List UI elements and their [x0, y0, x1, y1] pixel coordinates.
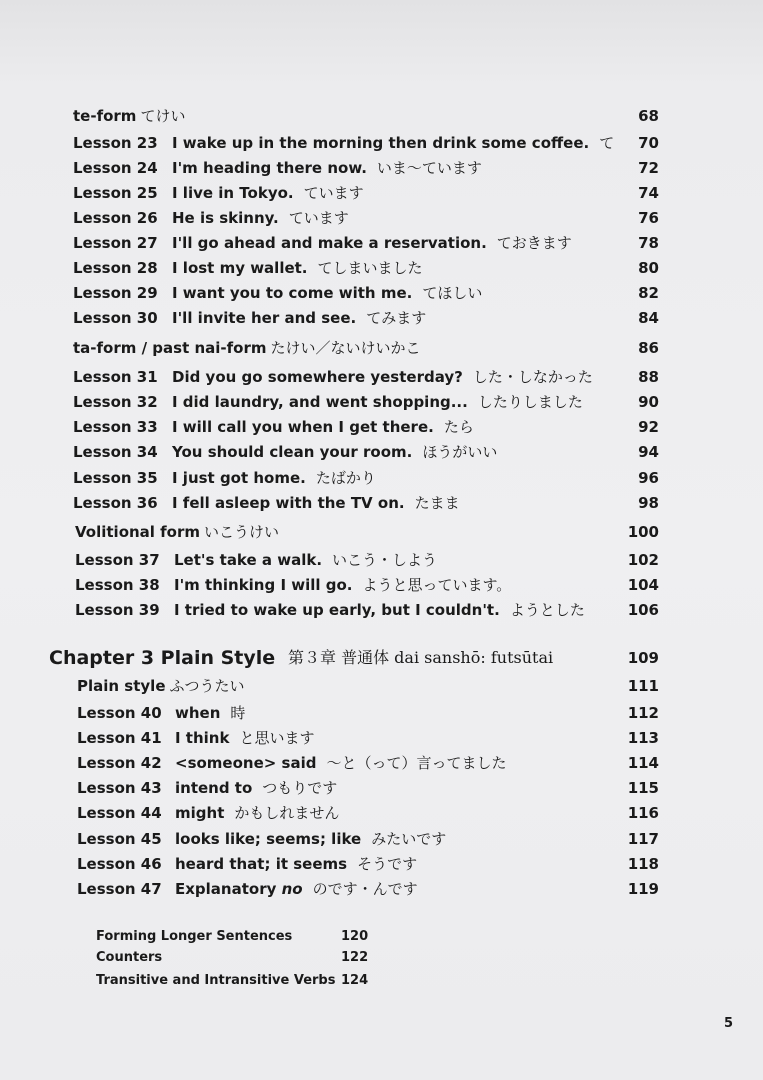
lesson-title: I fell asleep with the TV on. [172, 494, 405, 512]
lesson-title: looks like; seems; like [175, 830, 362, 848]
lesson-number: Lesson 36 [73, 494, 158, 512]
page-number: 112 [627, 704, 659, 722]
appendix-label: Forming Longer Sentences [96, 929, 293, 944]
lesson-title: I live in Tokyo. [172, 184, 294, 202]
lesson-number: Lesson 46 [77, 855, 162, 873]
toc-appendix-row [0, 927, 763, 947]
lesson-title: I did laundry, and went shopping... [172, 393, 468, 411]
toc-lesson-row [0, 726, 763, 750]
page-number: 84 [638, 309, 659, 327]
lesson-title: I'll invite her and see. [172, 309, 357, 327]
chapter-jp: 第３章 普通体 dai sanshō: futsūtai [288, 648, 554, 667]
lesson-number: Lesson 35 [73, 469, 158, 487]
section-jp: いこうけい [204, 523, 280, 541]
page-number: 100 [627, 523, 659, 541]
page-number: 102 [627, 551, 659, 569]
section-label: te-form [73, 107, 137, 125]
page-number: 90 [638, 393, 659, 411]
toc-appendix-row [0, 948, 763, 968]
lesson-title-italic: no [281, 880, 303, 898]
lesson-jp: たばかり [315, 469, 376, 487]
page-number: 98 [638, 494, 659, 512]
lesson-number: Lesson 45 [77, 830, 162, 848]
page-number: 111 [627, 677, 659, 695]
toc-lesson-row [0, 181, 763, 205]
lesson-number: Lesson 28 [73, 259, 158, 277]
page-number: 104 [627, 576, 659, 594]
page-number: 68 [638, 107, 659, 125]
appendix-label: Transitive and Intransitive Verbs [96, 973, 336, 988]
toc-lesson-row [0, 751, 763, 775]
lesson-number: Lesson 24 [73, 159, 158, 177]
lesson-number: Lesson 39 [75, 601, 160, 619]
lesson-number: Lesson 26 [73, 209, 158, 227]
lesson-number: Lesson 47 [77, 880, 162, 898]
lesson-jp: ようと思っています。 [362, 576, 512, 594]
page-number: 120 [341, 929, 369, 944]
toc-section-header [0, 674, 763, 698]
lesson-title: I will call you when I get there. [172, 418, 434, 436]
lesson-jp: てしまいました [317, 259, 423, 277]
lesson-jp: ておきます [496, 234, 572, 252]
lesson-title: <someone> said [175, 754, 317, 772]
lesson-jp: した・しなかった [472, 368, 593, 386]
toc-lesson-row [0, 573, 763, 597]
lesson-title: Did you go somewhere yesterday? [172, 368, 463, 386]
lesson-number: Lesson 32 [73, 393, 158, 411]
lesson-title: I'll go ahead and make a reservation. [172, 234, 487, 252]
toc-lesson-row [0, 281, 763, 305]
lesson-jp: ほうがいい [422, 443, 498, 461]
lesson-jp: みたいです [371, 830, 447, 848]
lesson-number: Lesson 25 [73, 184, 158, 202]
lesson-title: I just got home. [172, 469, 306, 487]
lesson-title: Let's take a walk. [174, 551, 323, 569]
toc-lesson-row [0, 701, 763, 725]
section-label: ta-form / past nai-form [73, 339, 267, 357]
lesson-jp: 〜と（って）言ってました [326, 754, 507, 772]
lesson-title: I'm heading there now. [172, 159, 367, 177]
toc-lesson-row [0, 206, 763, 230]
toc-lesson-row [0, 256, 763, 280]
page-number: 88 [638, 368, 659, 386]
page-number: 96 [638, 469, 659, 487]
toc-lesson-row [0, 390, 763, 414]
lesson-number: Lesson 44 [77, 804, 162, 822]
page-number: 115 [627, 779, 659, 797]
page-number: 94 [638, 443, 659, 461]
lesson-title: heard that; it seems [175, 855, 348, 873]
toc-section-header [0, 336, 763, 360]
lesson-title: might [175, 804, 225, 822]
page-number: 74 [638, 184, 659, 202]
lesson-jp: そうです [357, 855, 418, 873]
lesson-jp: 時 [230, 704, 246, 722]
lesson-jp: と思います [239, 729, 315, 747]
lesson-number: Lesson 37 [75, 551, 160, 569]
section-jp: たけい／ないけいかこ [270, 339, 421, 357]
lesson-number: Lesson 42 [77, 754, 162, 772]
toc-lesson-row [0, 548, 763, 572]
lesson-title: He is skinny. [172, 209, 279, 227]
lesson-jp: のです・んです [312, 880, 418, 898]
toc-section-header [0, 520, 763, 544]
toc-lesson-row [0, 306, 763, 330]
lesson-title: I wake up in the morning then drink some coffee. [172, 134, 590, 152]
toc-lesson-row [0, 801, 763, 825]
page-number: 72 [638, 159, 659, 177]
page-number: 122 [341, 950, 369, 965]
lesson-jp: て [599, 134, 615, 152]
lesson-jp: たら [443, 418, 474, 436]
toc-lesson-row [0, 156, 763, 180]
section-jp: ふつうたい [169, 677, 245, 695]
lesson-number: Lesson 31 [73, 368, 158, 386]
toc-lesson-row [0, 852, 763, 876]
lesson-number: Lesson 41 [77, 729, 162, 747]
toc-lesson-row [0, 415, 763, 439]
lesson-number: Lesson 38 [75, 576, 160, 594]
toc-lesson-row [0, 827, 763, 851]
lesson-jp: ています [303, 184, 364, 202]
toc-appendix-row [0, 971, 763, 991]
page-number: 82 [638, 284, 659, 302]
lesson-jp: いこう・しよう [332, 551, 438, 569]
lesson-number: Lesson 40 [77, 704, 162, 722]
toc-lesson-row [0, 466, 763, 490]
page-number: 114 [627, 754, 659, 772]
folio-page-number: 5 [723, 1016, 733, 1031]
toc-lesson-row [0, 776, 763, 800]
appendix-label: Counters [96, 950, 163, 965]
page-number: 70 [638, 134, 659, 152]
lesson-jp: ています [288, 209, 349, 227]
lesson-title: I lost my wallet. [172, 259, 308, 277]
page-number: 92 [638, 418, 659, 436]
toc-lesson-row [0, 877, 763, 901]
lesson-title: I tried to wake up early, but I couldn't. [174, 601, 500, 619]
lesson-title: Explanatory [175, 880, 277, 898]
page-number: 86 [638, 339, 659, 357]
section-jp: てけい [140, 107, 186, 125]
page-number: 119 [627, 880, 659, 898]
toc-lesson-row [0, 131, 763, 155]
page-number: 78 [638, 234, 659, 252]
page-number: 109 [627, 649, 659, 667]
page-number: 80 [638, 259, 659, 277]
lesson-number: Lesson 27 [73, 234, 158, 252]
section-label: Volitional form [75, 523, 201, 541]
toc-chapter-header [0, 643, 763, 673]
page-number: 117 [627, 830, 659, 848]
chapter-title: Chapter 3 Plain Style [49, 647, 276, 669]
lesson-title: I'm thinking I will go. [174, 576, 353, 594]
toc-lesson-row [0, 598, 763, 622]
page-number: 124 [341, 973, 369, 988]
lesson-jp: つもりです [262, 779, 338, 797]
lesson-number: Lesson 34 [73, 443, 158, 461]
lesson-number: Lesson 43 [77, 779, 162, 797]
lesson-jp: たまま [414, 494, 460, 512]
lesson-title: intend to [175, 779, 253, 797]
lesson-title: You should clean your room. [172, 443, 413, 461]
lesson-number: Lesson 29 [73, 284, 158, 302]
lesson-number: Lesson 30 [73, 309, 158, 327]
lesson-number: Lesson 23 [73, 134, 158, 152]
lesson-number: Lesson 33 [73, 418, 158, 436]
toc-section-header [0, 104, 763, 128]
lesson-title: I want you to come with me. [172, 284, 413, 302]
toc-lesson-row [0, 491, 763, 515]
toc-lesson-row [0, 365, 763, 389]
page-number: 76 [638, 209, 659, 227]
page-number: 116 [627, 804, 659, 822]
lesson-jp: てみます [366, 309, 427, 327]
section-label: Plain style [77, 677, 166, 695]
toc-lesson-row [0, 231, 763, 255]
lesson-jp: かもしれません [234, 804, 340, 822]
page-number: 106 [627, 601, 659, 619]
lesson-jp: てほしい [422, 284, 483, 302]
page-number: 118 [627, 855, 659, 873]
toc-lesson-row [0, 440, 763, 464]
lesson-jp: いま〜ています [376, 159, 482, 177]
lesson-jp: ようとした [509, 601, 585, 619]
lesson-title: I think [175, 729, 230, 747]
page-number: 113 [627, 729, 659, 747]
lesson-jp: したりしました [477, 393, 583, 411]
lesson-title: when [175, 704, 221, 722]
